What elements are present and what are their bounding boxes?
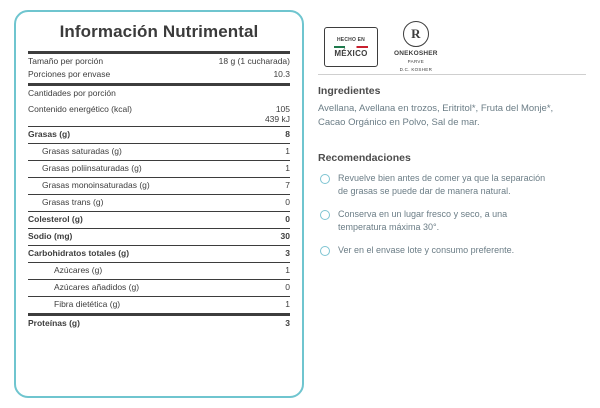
- row-label: Grasas monoinsaturadas (g): [42, 180, 150, 190]
- table-row: [28, 296, 290, 313]
- row-label: Colesterol (g): [28, 214, 83, 224]
- energy-values: [259, 104, 290, 124]
- list-item: [318, 172, 586, 198]
- recommendation-text: Revuelve bien antes de comer ya que la separación de grasas se puede dar de manera natural.: [338, 173, 546, 196]
- bullet-circle-icon: [320, 210, 330, 220]
- row-value: 7: [285, 180, 290, 190]
- row-value: 1: [285, 163, 290, 173]
- row-label: Azúcares (g): [54, 265, 103, 275]
- right-column: [318, 10, 586, 398]
- row-label: Fibra dietética (g): [54, 299, 121, 309]
- nutrition-table: [16, 51, 302, 332]
- kosher-name: ONEKOSHER: [394, 49, 438, 57]
- recommendations-title: Recomendaciones: [318, 152, 411, 164]
- table-row: [28, 194, 290, 211]
- ingredients-title: Ingredientes: [318, 85, 381, 97]
- table-row: [28, 228, 290, 245]
- hecho-en-mexico-top-text: HECHO EN: [337, 37, 365, 43]
- recommendation-text: Ver en el envase lote y consumo preferente.: [338, 245, 515, 255]
- serving-block: [28, 51, 290, 83]
- energy-label: Contenido energético (kcal): [28, 104, 132, 114]
- amount-per-serving-header: [28, 83, 290, 102]
- row-label: Sodio (mg): [28, 231, 73, 241]
- row-label: Azúcares añadidos (g): [54, 282, 140, 292]
- hecho-en-mexico-bottom-text: MÉXICO: [334, 49, 368, 58]
- table-row: [28, 211, 290, 228]
- servings-per-container-row: [28, 68, 290, 81]
- row-label: Grasas trans (g): [42, 197, 104, 207]
- mexican-flag-icon: [334, 46, 368, 48]
- table-row: [28, 313, 290, 332]
- row-value: 0: [285, 197, 290, 207]
- table-row: [28, 177, 290, 194]
- row-value: 1: [285, 265, 290, 275]
- kosher-r-icon: R: [403, 21, 429, 47]
- ingredients-section: [318, 85, 586, 130]
- energy-kj: 439 kJ: [264, 114, 290, 124]
- row-label: Grasas (g): [28, 129, 71, 139]
- row-label: Carbohidratos totales (g): [28, 248, 130, 258]
- row-value: 0: [285, 214, 290, 224]
- row-label: Proteínas (g): [28, 318, 80, 328]
- row-value: 1: [285, 299, 290, 309]
- row-label: Grasas poliinsaturadas (g): [42, 163, 142, 173]
- nutrition-facts-panel: [14, 10, 304, 398]
- nutrition-title: Información Nutrimental: [59, 22, 259, 41]
- hecho-en-mexico-badge: [324, 27, 378, 67]
- row-value: 3: [285, 248, 290, 258]
- kosher-parve: PARVE: [407, 58, 425, 64]
- bullet-circle-icon: [320, 174, 330, 184]
- recommendations-section: [318, 152, 586, 257]
- ingredients-text: Avellana, Avellana en trozos, Eritritol*, Fruta del Monje*, Cacao Orgánico en Polvo, Sal de mar.: [318, 103, 554, 128]
- row-value: 3: [285, 318, 290, 328]
- serving-row: [28, 55, 290, 68]
- table-row: [28, 160, 290, 177]
- amount-per-serving-label: Cantidades por porción: [28, 88, 116, 98]
- energy-row: [28, 102, 290, 126]
- serving-size-label: Tamaño per porción: [28, 56, 104, 66]
- row-value: 0: [285, 282, 290, 292]
- table-row: [28, 245, 290, 262]
- list-item: [318, 244, 586, 257]
- row-value: 8: [285, 129, 290, 139]
- table-row: [28, 126, 290, 143]
- section-divider: [318, 74, 586, 75]
- servings-per-container-label: Porciones por envase: [28, 69, 111, 79]
- kosher-sub-text: D.C. KOSHER: [399, 66, 433, 72]
- servings-per-container-value: 10.3: [273, 69, 290, 79]
- row-value: 1: [285, 146, 290, 156]
- table-row: [28, 143, 290, 160]
- recommendation-text: Conserva en un lugar fresco y seco, a una temperatura máxima 30°.: [338, 209, 508, 232]
- row-label: Grasas saturadas (g): [42, 146, 122, 156]
- table-row: [28, 262, 290, 279]
- certification-badges: [318, 10, 586, 72]
- list-item: [318, 208, 586, 234]
- bullet-circle-icon: [320, 246, 330, 256]
- table-row: [28, 279, 290, 296]
- serving-size-value: 18 g (1 cucharada): [218, 56, 290, 66]
- kosher-badge: [394, 21, 438, 74]
- row-value: 30: [280, 231, 290, 241]
- energy-kcal: 105: [275, 104, 290, 114]
